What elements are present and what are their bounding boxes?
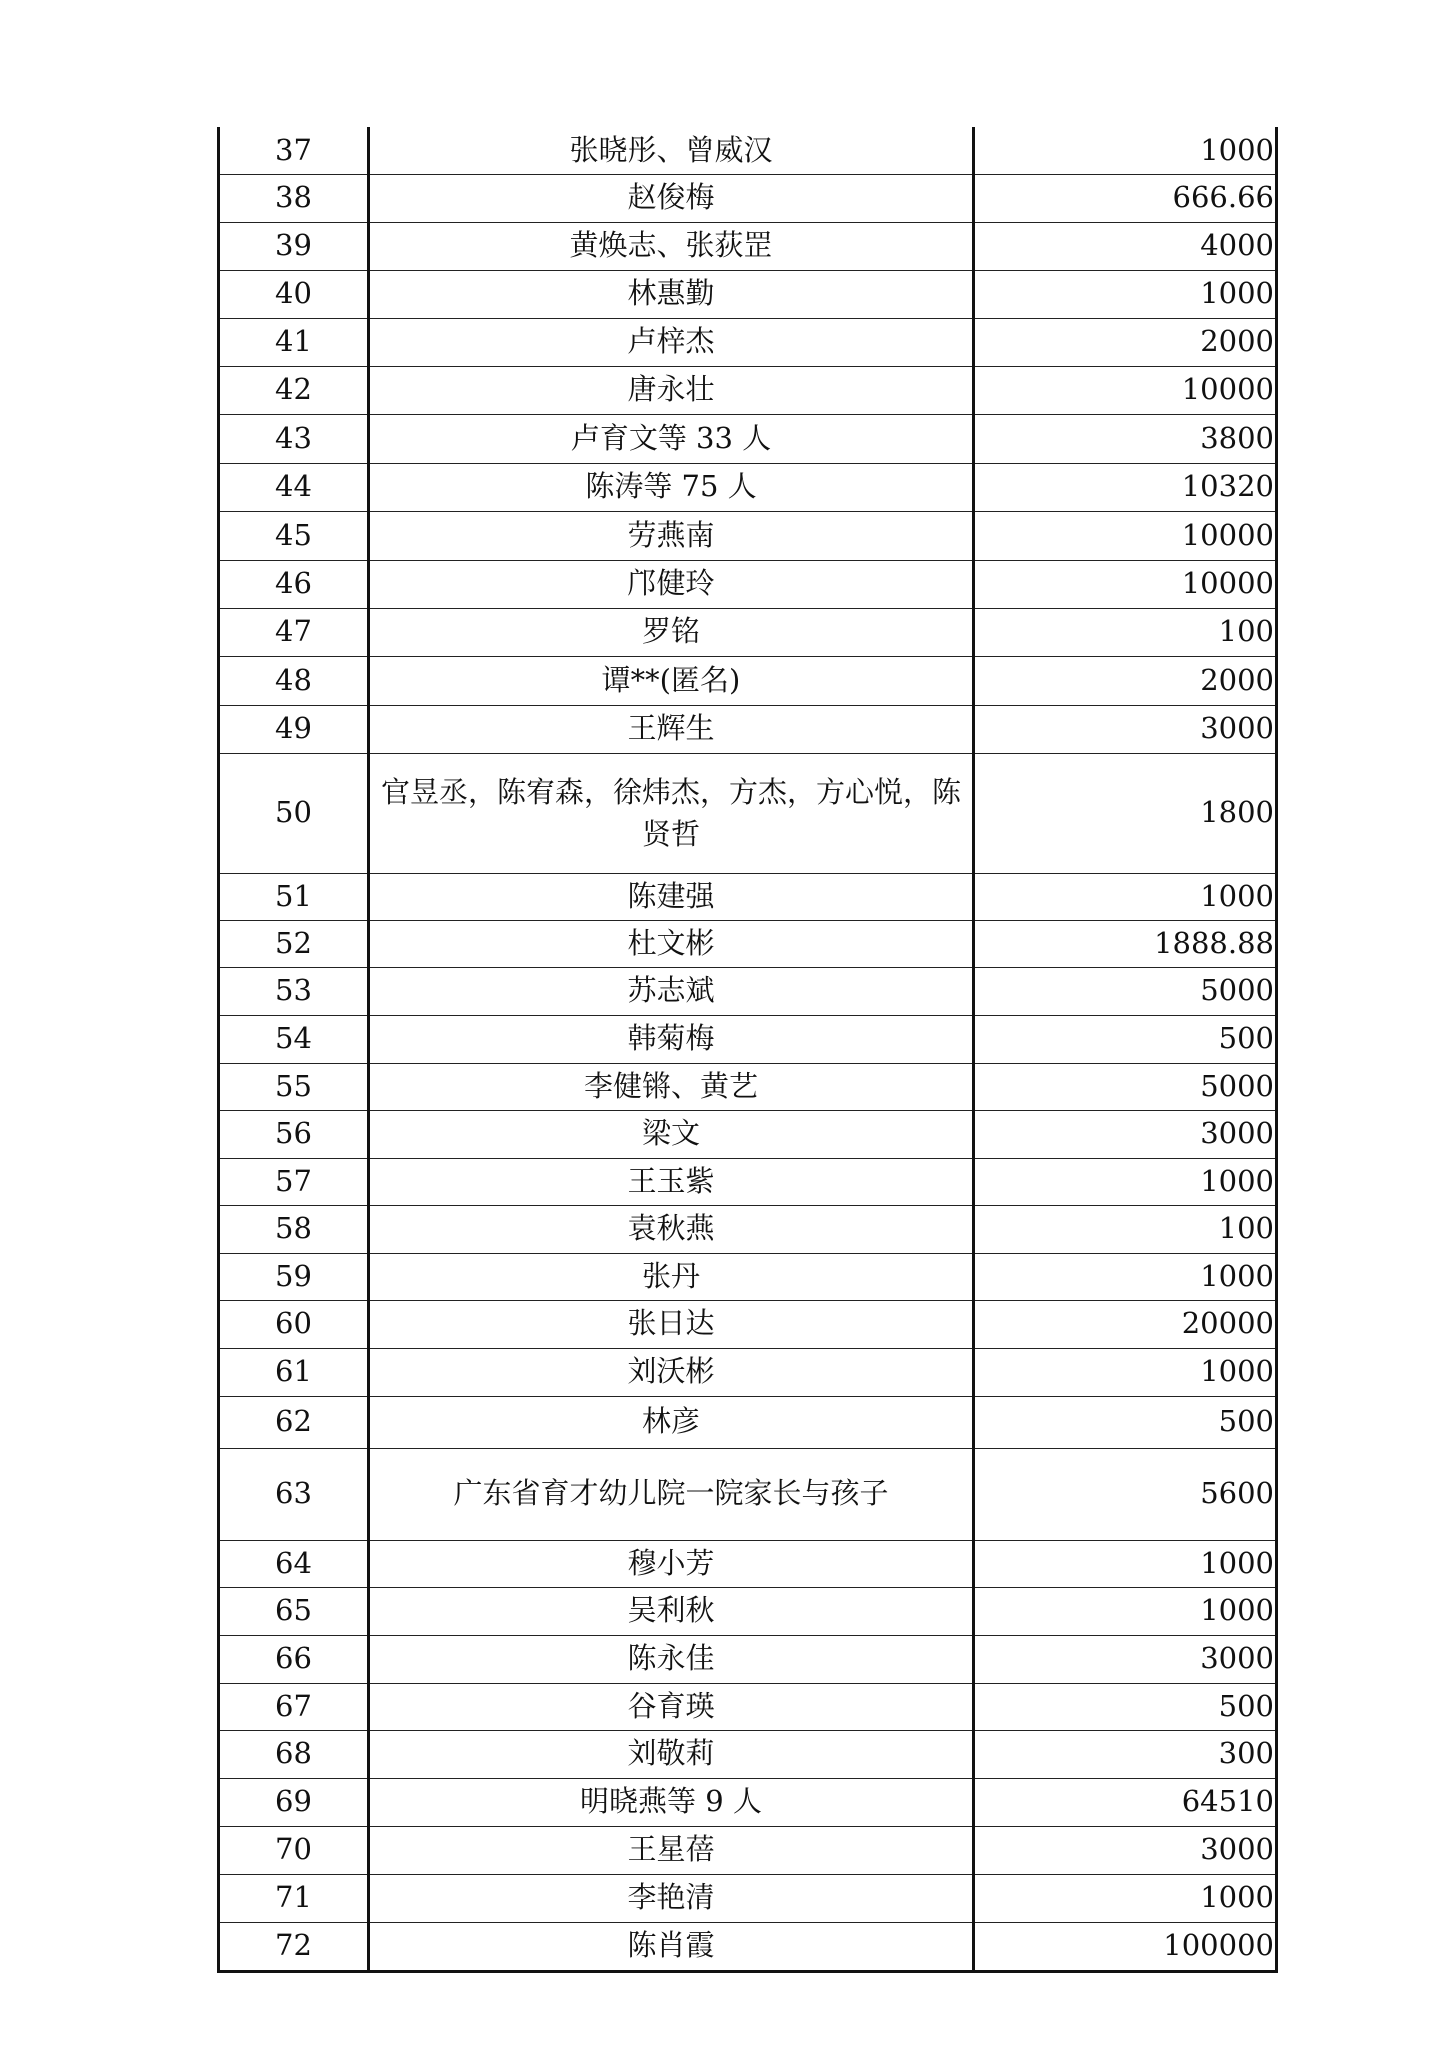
row-number: 43 [219, 414, 369, 463]
row-number: 57 [219, 1158, 369, 1205]
row-number: 46 [219, 560, 369, 608]
donor-name: 李健锵、黄艺 [369, 1063, 974, 1110]
row-number: 59 [219, 1253, 369, 1300]
donor-name: 张晓彤、曾威汉 [369, 127, 974, 174]
donor-name: 张丹 [369, 1253, 974, 1300]
table-row [219, 1158, 1277, 1205]
table-row [219, 920, 1277, 967]
row-number: 39 [219, 222, 369, 270]
table-row [219, 560, 1277, 608]
donation-amount: 1000 [974, 873, 1277, 920]
table-row [219, 318, 1277, 366]
row-number: 52 [219, 920, 369, 967]
donation-amount: 300 [974, 1730, 1277, 1778]
table-row [219, 174, 1277, 222]
row-number: 58 [219, 1205, 369, 1253]
table-body [219, 127, 1277, 1971]
donation-amount: 1000 [974, 1253, 1277, 1300]
row-number: 38 [219, 174, 369, 222]
row-number: 62 [219, 1396, 369, 1448]
table-row [219, 1778, 1277, 1826]
row-number: 50 [219, 753, 369, 873]
table-row [219, 414, 1277, 463]
donation-amount: 10000 [974, 366, 1277, 414]
donor-name: 林彦 [369, 1396, 974, 1448]
donation-amount: 1000 [974, 1348, 1277, 1396]
donation-amount: 1000 [974, 1587, 1277, 1635]
row-number: 49 [219, 705, 369, 753]
donor-name: 陈涛等 75 人 [369, 463, 974, 511]
donor-name: 刘敬莉 [369, 1730, 974, 1778]
donor-name: 刘沃彬 [369, 1348, 974, 1396]
table-row [219, 1110, 1277, 1158]
table-row [219, 511, 1277, 560]
table-row [219, 1635, 1277, 1683]
donor-name: 罗铭 [369, 608, 974, 656]
row-number: 48 [219, 656, 369, 705]
donation-amount: 3800 [974, 414, 1277, 463]
table-row [219, 366, 1277, 414]
donor-name: 黄焕志、张荻罡 [369, 222, 974, 270]
donor-name: 陈肖霞 [369, 1922, 974, 1971]
donation-amount: 10000 [974, 511, 1277, 560]
donation-amount: 5600 [974, 1448, 1277, 1540]
table-row [219, 1540, 1277, 1587]
donor-name: 谭**(匿名) [369, 656, 974, 705]
table-row [219, 1922, 1277, 1971]
donor-name: 谷育瑛 [369, 1683, 974, 1730]
table-row [219, 1205, 1277, 1253]
donation-amount: 100 [974, 608, 1277, 656]
row-number: 70 [219, 1826, 369, 1874]
row-number: 55 [219, 1063, 369, 1110]
donation-amount: 500 [974, 1396, 1277, 1448]
table-row [219, 967, 1277, 1015]
row-number: 54 [219, 1015, 369, 1063]
donation-amount: 5000 [974, 1063, 1277, 1110]
donor-name: 韩菊梅 [369, 1015, 974, 1063]
row-number: 72 [219, 1922, 369, 1971]
row-number: 42 [219, 366, 369, 414]
row-number: 40 [219, 270, 369, 318]
donor-name: 王辉生 [369, 705, 974, 753]
donation-table [217, 127, 1278, 1973]
table-row [219, 1587, 1277, 1635]
donor-name: 赵俊梅 [369, 174, 974, 222]
donor-name: 邝健玲 [369, 560, 974, 608]
donor-name: 陈永佳 [369, 1635, 974, 1683]
donation-amount: 10320 [974, 463, 1277, 511]
table-row [219, 1826, 1277, 1874]
row-number: 41 [219, 318, 369, 366]
row-number: 65 [219, 1587, 369, 1635]
donor-name: 杜文彬 [369, 920, 974, 967]
donation-amount: 64510 [974, 1778, 1277, 1826]
donor-name: 梁文 [369, 1110, 974, 1158]
row-number: 44 [219, 463, 369, 511]
donor-name: 官昱丞，陈宥森，徐炜杰，方杰，方心悦，陈贤哲 [369, 753, 974, 873]
table-row [219, 463, 1277, 511]
donor-name: 袁秋燕 [369, 1205, 974, 1253]
row-number: 66 [219, 1635, 369, 1683]
donation-amount: 2000 [974, 656, 1277, 705]
donor-name: 王星蓓 [369, 1826, 974, 1874]
row-number: 37 [219, 127, 369, 174]
row-number: 51 [219, 873, 369, 920]
row-number: 61 [219, 1348, 369, 1396]
table-row [219, 656, 1277, 705]
table-row [219, 1253, 1277, 1300]
table-row [219, 1063, 1277, 1110]
donor-name: 李艳清 [369, 1874, 974, 1922]
table-row [219, 1396, 1277, 1448]
donation-amount: 1000 [974, 1874, 1277, 1922]
donation-amount: 2000 [974, 318, 1277, 366]
donation-amount: 1000 [974, 1158, 1277, 1205]
donation-amount: 4000 [974, 222, 1277, 270]
donation-amount: 1000 [974, 127, 1277, 174]
table-row [219, 608, 1277, 656]
donor-name: 穆小芳 [369, 1540, 974, 1587]
donor-name: 劳燕南 [369, 511, 974, 560]
donation-amount: 3000 [974, 1826, 1277, 1874]
donor-name: 林惠勤 [369, 270, 974, 318]
donation-amount: 1800 [974, 753, 1277, 873]
row-number: 47 [219, 608, 369, 656]
row-number: 64 [219, 1540, 369, 1587]
donation-amount: 1888.88 [974, 920, 1277, 967]
table-row [219, 1015, 1277, 1063]
row-number: 63 [219, 1448, 369, 1540]
donor-name: 广东省育才幼儿院一院家长与孩子 [369, 1448, 974, 1540]
donor-name: 吴利秋 [369, 1587, 974, 1635]
donation-amount: 500 [974, 1015, 1277, 1063]
donor-name: 明晓燕等 9 人 [369, 1778, 974, 1826]
table-row [219, 1300, 1277, 1348]
donation-amount: 3000 [974, 1110, 1277, 1158]
donation-amount: 5000 [974, 967, 1277, 1015]
donor-name: 王玉紫 [369, 1158, 974, 1205]
table-row [219, 127, 1277, 174]
donation-amount: 100000 [974, 1922, 1277, 1971]
donor-name: 张日达 [369, 1300, 974, 1348]
row-number: 69 [219, 1778, 369, 1826]
donor-name: 唐永壮 [369, 366, 974, 414]
table-row [219, 1683, 1277, 1730]
table-row [219, 1348, 1277, 1396]
table-row [219, 873, 1277, 920]
donation-amount: 500 [974, 1683, 1277, 1730]
donation-amount: 3000 [974, 705, 1277, 753]
donation-amount: 20000 [974, 1300, 1277, 1348]
table-row [219, 705, 1277, 753]
table-row [219, 1730, 1277, 1778]
row-number: 71 [219, 1874, 369, 1922]
donation-amount: 100 [974, 1205, 1277, 1253]
table-row [219, 222, 1277, 270]
donor-name: 陈建强 [369, 873, 974, 920]
donation-amount: 3000 [974, 1635, 1277, 1683]
table-row [219, 753, 1277, 873]
row-number: 68 [219, 1730, 369, 1778]
row-number: 53 [219, 967, 369, 1015]
row-number: 45 [219, 511, 369, 560]
table-row [219, 1874, 1277, 1922]
donor-name: 苏志斌 [369, 967, 974, 1015]
donation-amount: 1000 [974, 1540, 1277, 1587]
donor-name: 卢梓杰 [369, 318, 974, 366]
donation-amount: 666.66 [974, 174, 1277, 222]
row-number: 67 [219, 1683, 369, 1730]
donor-name: 卢育文等 33 人 [369, 414, 974, 463]
row-number: 60 [219, 1300, 369, 1348]
table-row [219, 1448, 1277, 1540]
row-number: 56 [219, 1110, 369, 1158]
donation-amount: 10000 [974, 560, 1277, 608]
table-row [219, 270, 1277, 318]
donation-amount: 1000 [974, 270, 1277, 318]
